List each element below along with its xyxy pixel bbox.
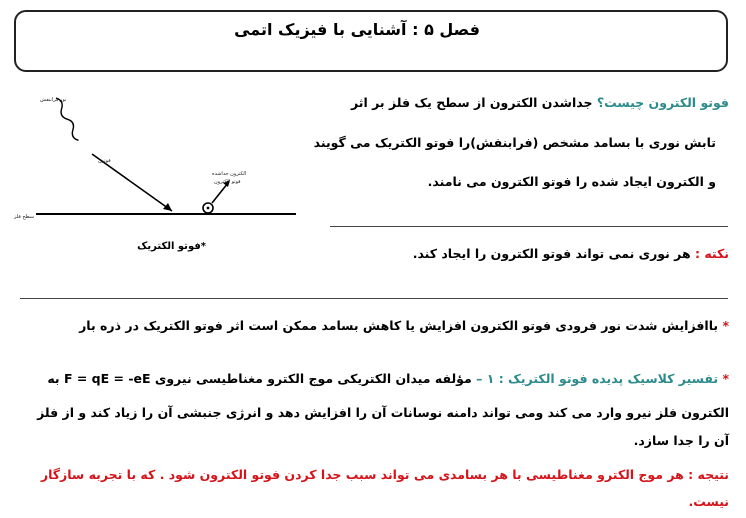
light-label: نور فرابنفش <box>40 97 67 103</box>
conclusion-line-1: نتیجه : هر موج الکترو مغناطیسی با هر بسامدی می تواند سبب جدا کردن فوتو الکترون شود . که با تجربه سازگار <box>40 467 729 482</box>
definition-line-1: فوتو الکترون چیست؟ جداشدن الکترون از سطح یک فلز بر اثر <box>351 95 729 110</box>
light-wave <box>53 97 81 142</box>
definition-label: فوتو الکترون چیست؟ <box>596 95 729 110</box>
caption-bullet: * <box>200 241 206 252</box>
point-2: * تفسیر کلاسیک پدیده فوتو الکتریک : ۱ – مؤلفه میدان الکتریکی موج الکترو مغناطیسی نیروی F = qE = -eE به <box>47 371 729 386</box>
definition-line-3: و الکترون ایجاد شده را فوتو الکترون می نامند. <box>427 174 716 189</box>
note-line: نکته : هر نوری نمی تواند فوتو الکترون را ایجاد کند. <box>412 246 729 261</box>
diagram-caption: *فوتو الکتریک <box>137 241 206 252</box>
classic-label: تفسیر کلاسیک پدیده فوتو الکتریک : <box>498 371 719 386</box>
point-3: الکترون فلز نیرو وارد می کند ومی تواند دامنه نوسانات آن را افزایش دهد و انرژی جنبشی آن را زیاد کند و از فلز <box>37 405 729 420</box>
divider-long <box>20 298 728 299</box>
photoelectron-label: فوتو الکترون <box>214 179 241 185</box>
point-1: * باافزایش شدت نور فرودی فوتو الکترون افزایش یا کاهش بسامد ممکن است اثر فوتو الکتریک در ذره بار <box>79 318 729 333</box>
bullet-1: * <box>722 318 729 333</box>
photon-label: فوتون <box>98 158 111 164</box>
divider-short <box>330 226 728 227</box>
point-4: آن را جدا سازد. <box>633 433 729 448</box>
page-title: فصل ۵ : آشنایی با فیزیک اتمی <box>234 20 480 39</box>
definition-line-2: تابش نوری با بسامد مشخص (فرابنفش)را فوتو الکتریک می گویند <box>313 135 716 150</box>
bullet-2: * <box>722 371 729 386</box>
note-label: نکته : <box>695 246 729 261</box>
formula: F = qE = -eE <box>63 371 151 386</box>
electron-arrow <box>212 183 228 203</box>
conclusion-line-2: نیست. <box>688 494 729 509</box>
electron-label: الکترون جداشده <box>212 171 247 177</box>
metal-label: سطح فلز <box>14 214 34 220</box>
